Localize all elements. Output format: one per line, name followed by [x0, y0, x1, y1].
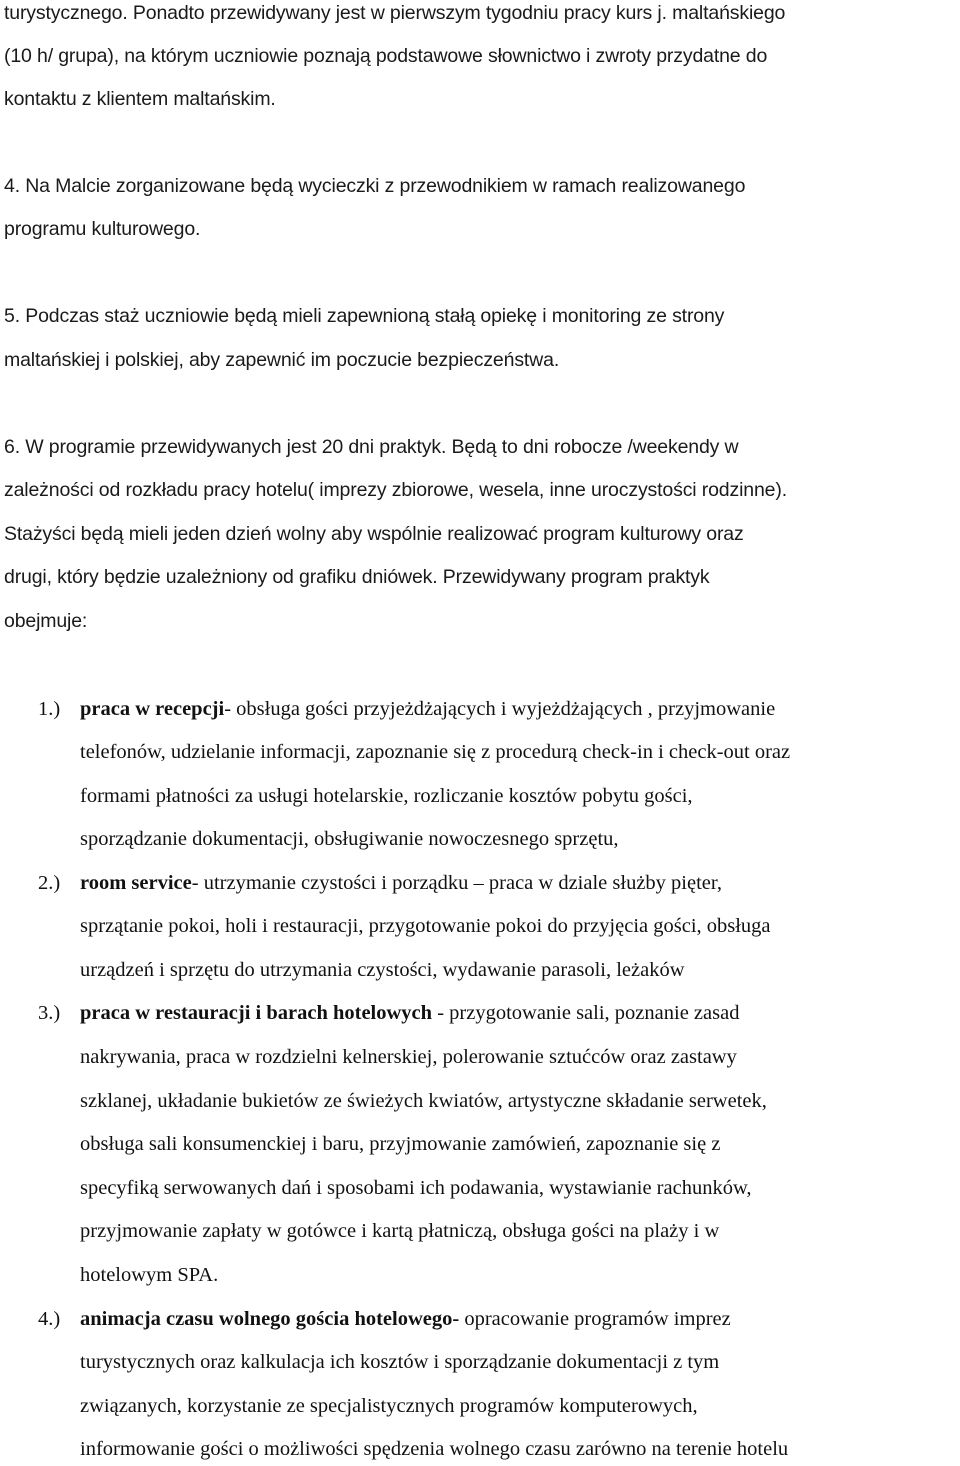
- program-item-3-number: 3.): [38, 1002, 61, 1024]
- point4-line-2: programu kulturowego.: [4, 218, 201, 240]
- program-item-2-line-2: sprzątanie pokoi, holi i restauracji, przygotowanie pokoi do przyjęcia gości, obsługa: [80, 915, 771, 937]
- program-item-1-line-2: telefonów, udzielanie informacji, zapoznanie się z procedurą check-in i check-out oraz: [80, 741, 791, 763]
- program-item-3-line-2: nakrywania, praca w rozdzielni kelnerskiej, polerowanie sztućców oraz zastawy: [80, 1046, 737, 1068]
- program-item-4-line-4: informowanie gości o możliwości spędzenia wolnego czasu zarówno na terenie hotelu: [80, 1438, 789, 1460]
- program-item-3-line-3: szklanej, układanie bukietów ze świeżych kwiatów, artystyczne składanie serwetek,: [80, 1090, 767, 1112]
- program-item-2-title: room service: [80, 872, 192, 894]
- program-item-4-first-rest: opracowanie programów imprez: [459, 1308, 731, 1330]
- program-item-4-title: animacja czasu wolnego gościa hotelowego-: [80, 1308, 460, 1330]
- program-item-4-line-2: turystycznych oraz kalkulacja ich kosztów i sporządzanie dokumentacji z tym: [80, 1351, 720, 1373]
- point5-line-1: 5. Podczas staż uczniowie będą mieli zapewnioną stałą opiekę i monitoring ze strony: [4, 305, 725, 327]
- program-item-2-first-rest: - utrzymanie czystości i porządku – praca w dziale służby pięter,: [191, 872, 723, 894]
- program-item-3-first-rest: - przygotowanie sali, poznanie zasad: [432, 1002, 740, 1024]
- program-item-1-title: praca w recepcji: [80, 698, 225, 720]
- program-item-1-number: 1.): [38, 698, 61, 720]
- program-item-2-line-3: urządzeń i sprzętu do utrzymania czystości, wydawanie parasoli, leżaków: [80, 959, 685, 981]
- intro-line-3: kontaktu z klientem maltańskim.: [4, 88, 276, 110]
- program-item-4-line-3: związanych, korzystanie ze specjalistycznych programów komputerowych,: [80, 1395, 698, 1417]
- program-item-3-line-7: hotelowym SPA.: [80, 1264, 219, 1286]
- program-item-3-line-4: obsługa sali konsumenckiej i baru, przyjmowanie zamówień, zapoznanie się z: [80, 1133, 721, 1155]
- program-item-1-first-line: [80, 699, 775, 720]
- point6-line-5: obejmuje:: [4, 610, 88, 632]
- point6-line-3: Stażyści będą mieli jeden dzień wolny aby wspólnie realizować program kulturowy oraz: [4, 523, 744, 545]
- program-item-2-number: 2.): [38, 872, 61, 894]
- intro-line-2: (10 h/ grupa), na którym uczniowie poznają podstawowe słownictwo i zwroty przydatne do: [4, 45, 768, 67]
- program-item-3-title: praca w restauracji i barach hotelowych: [80, 1002, 433, 1024]
- program-item-4-first-line: [80, 1309, 731, 1330]
- program-item-2-first-line: [80, 873, 722, 894]
- point4-line-1: 4. Na Malcie zorganizowane będą wycieczki z przewodnikiem w ramach realizowanego: [4, 175, 746, 197]
- point6-line-2: zależności od rozkładu pracy hotelu( imprezy zbiorowe, wesela, inne uroczystości rodzinne).: [4, 479, 787, 501]
- point5-line-2: maltańskiej i polskiej, aby zapewnić im poczucie bezpieczeństwa.: [4, 349, 560, 371]
- program-item-1-first-rest: - obsługa gości przyjeżdżających i wyjeżdżających , przyjmowanie: [224, 698, 776, 720]
- point6-line-4: drugi, który będzie uzależniony od grafiku dniówek. Przewidywany program praktyk: [4, 566, 710, 588]
- intro-line-1: turystycznego. Ponadto przewidywany jest w pierwszym tygodniu pracy kurs j. maltańskiego: [4, 2, 786, 24]
- program-item-3-first-line: [80, 1003, 739, 1024]
- point6-line-1: 6. W programie przewidywanych jest 20 dni praktyk. Będą to dni robocze /weekendy w: [4, 436, 739, 458]
- program-item-3-line-6: przyjmowanie zapłaty w gotówce i kartą płatniczą, obsługa gości na plaży i w: [80, 1220, 720, 1242]
- program-item-1-line-3: formami płatności za usługi hotelarskie, rozliczanie kosztów pobytu gości,: [80, 785, 693, 807]
- program-item-1-line-4: sporządzanie dokumentacji, obsługiwanie nowoczesnego sprzętu,: [80, 828, 619, 850]
- program-item-3-line-5: specyfiką serwowanych dań i sposobami ich podawania, wystawianie rachunków,: [80, 1177, 752, 1199]
- program-item-4-number: 4.): [38, 1308, 61, 1330]
